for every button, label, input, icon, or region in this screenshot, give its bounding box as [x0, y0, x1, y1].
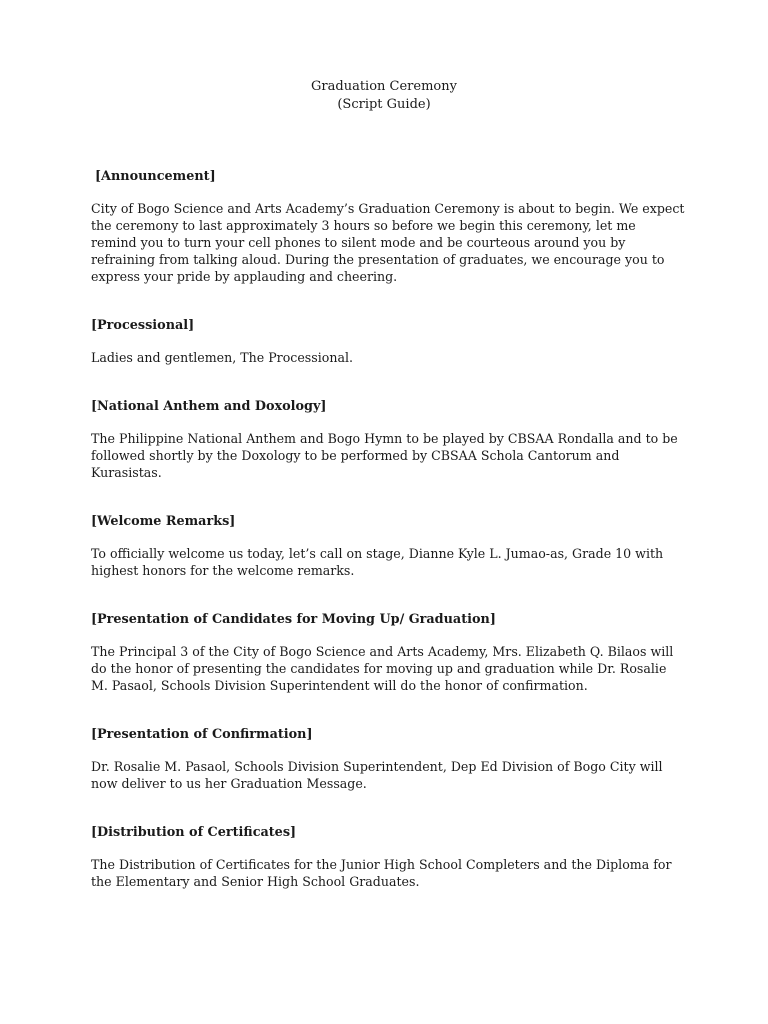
section-processional: [91, 317, 691, 366]
section-presentation-candidates: [91, 611, 691, 694]
section-distribution-certificates: [91, 824, 691, 890]
title-block: [0, 78, 768, 114]
section-text: Dr. Rosalie M. Pasaol, Schools Division Superintendent, Dep Ed Division of Bogo City will now deliver to us her Graduation Message.: [91, 759, 663, 791]
section-text: To officially welcome us today, let’s call on stage, Dianne Kyle L. Jumao-as, Grade 10 with highest honors for the welcome remarks.: [91, 546, 664, 578]
section-welcome-remarks: [91, 513, 691, 579]
section-announcement: [91, 168, 691, 285]
section-presentation-confirmation: [91, 726, 691, 792]
section-heading: [Distribution of Certificates]: [91, 825, 297, 840]
section-text: The Principal 3 of the City of Bogo Science and Arts Academy, Mrs. Elizabeth Q. Bilaos will do the honor of presenting the candidates for moving up and graduation while Dr. Rosalie M. Pasaol, Schools Division Superintendent will do the honor of confirmation.: [91, 644, 674, 693]
section-text: The Philippine National Anthem and Bogo Hymn to be played by CBSAA Rondalla and to be followed shortly by the Doxology to be performed by CBSAA Schola Cantorum and Kurasistas.: [91, 431, 678, 480]
section-heading: [Welcome Remarks]: [91, 514, 236, 529]
section-heading: [Announcement]: [95, 169, 216, 184]
section-text: The Distribution of Certificates for the Junior High School Completers and the Diploma for the Elementary and Senior High School Graduates.: [91, 857, 672, 889]
document-title: Graduation Ceremony: [311, 79, 457, 94]
section-national-anthem: [91, 398, 691, 481]
section-heading: [Processional]: [91, 318, 195, 333]
section-text: Ladies and gentlemen, The Processional.: [91, 350, 353, 365]
section-heading: [Presentation of Candidates for Moving Up/ Graduation]: [91, 612, 496, 627]
section-text: City of Bogo Science and Arts Academy’s Graduation Ceremony is about to begin. We expect the ceremony to last approximately 3 hours so before we begin this ceremony, let me remind you to turn your cell phones to silent mode and be courteous around you by refraining from talking aloud. During the presentation of graduates, we encourage you to express your pride by applauding and cheering.: [91, 201, 685, 284]
section-heading: [Presentation of Confirmation]: [91, 727, 313, 742]
section-heading: [National Anthem and Doxology]: [91, 399, 327, 414]
document-subtitle: (Script Guide): [337, 97, 431, 112]
document-body: [91, 168, 691, 890]
